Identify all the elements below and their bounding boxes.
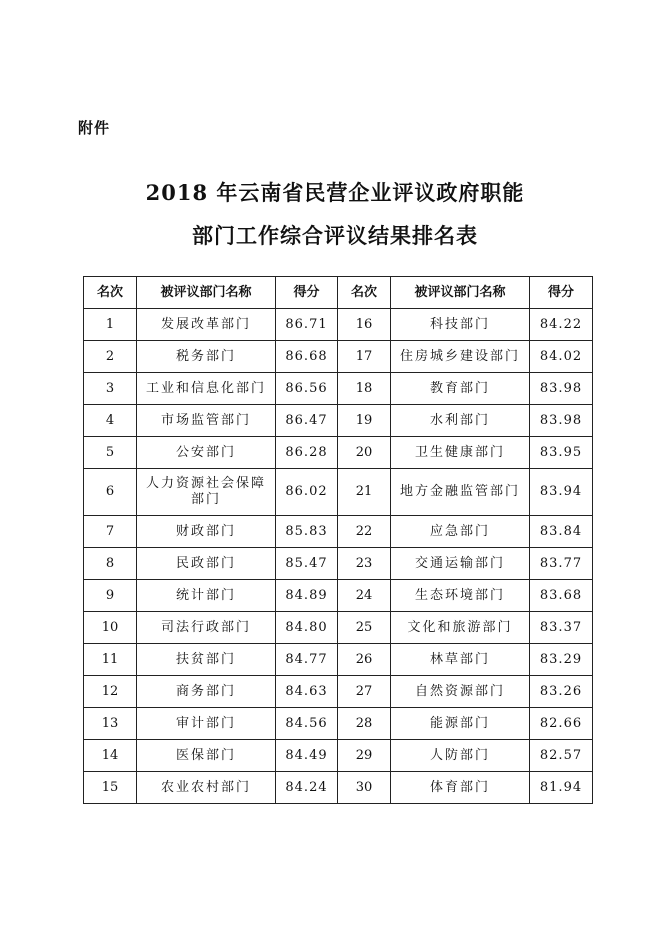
- table-header-row: [84, 277, 593, 309]
- score-cell: 86.56: [276, 373, 338, 405]
- table-row: [84, 612, 593, 644]
- rank-cell: 8: [84, 548, 137, 580]
- header-score: 得分: [276, 277, 338, 309]
- department-name-cell: 地方金融监管部门: [391, 469, 530, 516]
- department-name-cell: 民政部门: [137, 548, 276, 580]
- rank-cell: 19: [338, 405, 391, 437]
- table-row: [84, 469, 593, 516]
- score-cell: 83.77: [530, 548, 593, 580]
- rank-cell: 25: [338, 612, 391, 644]
- table-row: [84, 580, 593, 612]
- score-cell: 82.66: [530, 708, 593, 740]
- rank-cell: 13: [84, 708, 137, 740]
- score-cell: 83.68: [530, 580, 593, 612]
- rank-cell: 29: [338, 740, 391, 772]
- department-name-cell: 税务部门: [137, 341, 276, 373]
- department-name-line-1: 人力资源社会保障: [145, 476, 266, 491]
- header-score: 得分: [530, 277, 593, 309]
- department-name-cell: 水利部门: [391, 405, 530, 437]
- department-name-cell: 司法行政部门: [137, 612, 276, 644]
- table-row: [84, 740, 593, 772]
- department-name-cell: 工业和信息化部门: [137, 373, 276, 405]
- rank-cell: 23: [338, 548, 391, 580]
- department-name-cell: 统计部门: [137, 580, 276, 612]
- score-cell: 86.02: [276, 469, 338, 516]
- header-department-name: 被评议部门名称: [391, 277, 530, 309]
- rank-cell: 10: [84, 612, 137, 644]
- document-title-line-1: 2018 年云南省民营企业评议政府职能: [145, 180, 525, 205]
- table-row: [84, 373, 593, 405]
- table-row: [84, 437, 593, 469]
- table-row: [84, 772, 593, 804]
- department-name-cell: 医保部门: [137, 740, 276, 772]
- score-cell: 84.80: [276, 612, 338, 644]
- rank-cell: 17: [338, 341, 391, 373]
- score-cell: 84.22: [530, 309, 593, 341]
- department-name-cell: 公安部门: [137, 437, 276, 469]
- score-cell: 84.63: [276, 676, 338, 708]
- department-name-cell: 林草部门: [391, 644, 530, 676]
- rank-cell: 7: [84, 516, 137, 548]
- score-cell: 83.29: [530, 644, 593, 676]
- score-cell: 84.56: [276, 708, 338, 740]
- table-row: [84, 405, 593, 437]
- department-name-cell: 体育部门: [391, 772, 530, 804]
- score-cell: 84.89: [276, 580, 338, 612]
- department-name-cell: 能源部门: [391, 708, 530, 740]
- rank-cell: 18: [338, 373, 391, 405]
- score-cell: 85.47: [276, 548, 338, 580]
- department-name-cell: 农业农村部门: [137, 772, 276, 804]
- score-cell: 86.28: [276, 437, 338, 469]
- department-name-cell: 市场监管部门: [137, 405, 276, 437]
- rank-cell: 9: [84, 580, 137, 612]
- rank-cell: 28: [338, 708, 391, 740]
- department-name-cell: 自然资源部门: [391, 676, 530, 708]
- attachment-label: 附件: [78, 119, 111, 137]
- table-row: [84, 676, 593, 708]
- score-cell: 84.24: [276, 772, 338, 804]
- rank-cell: 26: [338, 644, 391, 676]
- table-row: [84, 548, 593, 580]
- department-name-cell: 应急部门: [391, 516, 530, 548]
- score-cell: 84.49: [276, 740, 338, 772]
- department-name-cell: 交通运输部门: [391, 548, 530, 580]
- department-name-cell: 卫生健康部门: [391, 437, 530, 469]
- department-name-cell: 文化和旅游部门: [391, 612, 530, 644]
- department-name-cell: 住房城乡建设部门: [391, 341, 530, 373]
- table-row: [84, 708, 593, 740]
- department-name-cell: 人防部门: [391, 740, 530, 772]
- score-cell: 83.94: [530, 469, 593, 516]
- rank-cell: 30: [338, 772, 391, 804]
- department-name-cell: 教育部门: [391, 373, 530, 405]
- score-cell: 84.77: [276, 644, 338, 676]
- score-cell: 83.98: [530, 373, 593, 405]
- department-name-cell: 扶贫部门: [137, 644, 276, 676]
- score-cell: 84.02: [530, 341, 593, 373]
- ranking-table: [83, 276, 593, 804]
- department-name-cell: 生态环境部门: [391, 580, 530, 612]
- department-name-cell: 审计部门: [137, 708, 276, 740]
- document-title-line-2: 部门工作综合评议结果排名表: [192, 223, 478, 248]
- rank-cell: 16: [338, 309, 391, 341]
- score-cell: 85.83: [276, 516, 338, 548]
- department-name-cell: 科技部门: [391, 309, 530, 341]
- rank-cell: 4: [84, 405, 137, 437]
- score-cell: 86.71: [276, 309, 338, 341]
- rank-cell: 5: [84, 437, 137, 469]
- rank-cell: 21: [338, 469, 391, 516]
- rank-cell: 24: [338, 580, 391, 612]
- score-cell: 83.84: [530, 516, 593, 548]
- table-row: [84, 644, 593, 676]
- rank-cell: 2: [84, 341, 137, 373]
- score-cell: 82.57: [530, 740, 593, 772]
- score-cell: 83.95: [530, 437, 593, 469]
- department-name-cell: 商务部门: [137, 676, 276, 708]
- rank-cell: 12: [84, 676, 137, 708]
- score-cell: 81.94: [530, 772, 593, 804]
- rank-cell: 3: [84, 373, 137, 405]
- score-cell: 86.68: [276, 341, 338, 373]
- department-name-cell: 发展改革部门: [137, 309, 276, 341]
- table-row: [84, 341, 593, 373]
- header-rank: 名次: [84, 277, 137, 309]
- table-row: [84, 516, 593, 548]
- header-department-name: 被评议部门名称: [137, 277, 276, 309]
- score-cell: 83.26: [530, 676, 593, 708]
- rank-cell: 6: [84, 469, 137, 516]
- rank-cell: 11: [84, 644, 137, 676]
- rank-cell: 22: [338, 516, 391, 548]
- rank-cell: 14: [84, 740, 137, 772]
- header-rank: 名次: [338, 277, 391, 309]
- department-name-line-2: 部门: [190, 492, 221, 507]
- rank-cell: 20: [338, 437, 391, 469]
- rank-cell: 1: [84, 309, 137, 341]
- score-cell: 83.98: [530, 405, 593, 437]
- score-cell: 83.37: [530, 612, 593, 644]
- rank-cell: 15: [84, 772, 137, 804]
- department-name-cell: 财政部门: [137, 516, 276, 548]
- rank-cell: 27: [338, 676, 391, 708]
- score-cell: 86.47: [276, 405, 338, 437]
- table-row: [84, 309, 593, 341]
- department-name-cell: [137, 469, 276, 516]
